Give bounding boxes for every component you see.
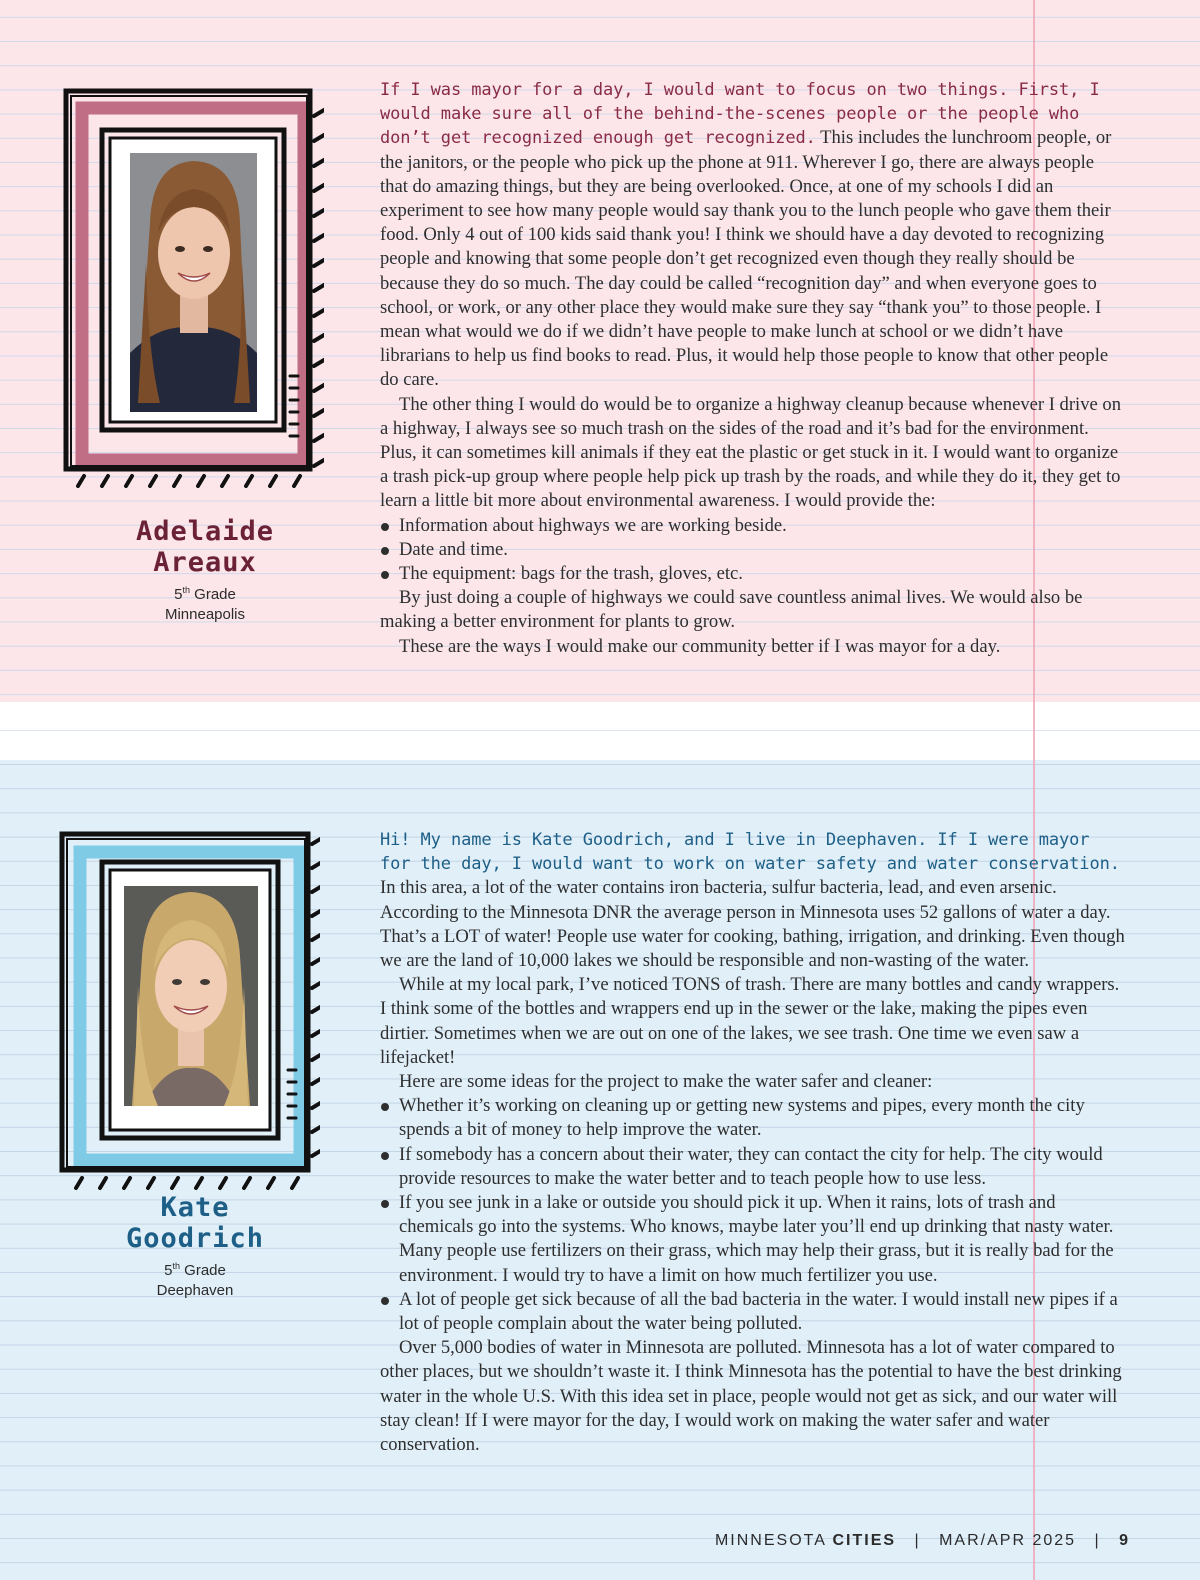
student-last-name: Goodrich [125, 1223, 265, 1254]
grade-word: Grade [194, 586, 236, 603]
issue-date: MAR/APR 2025 [939, 1532, 1077, 1549]
essay-paragraph: While at my local park, I’ve noticed TONS of trash. There are many bottles and candy wrappers. I think some of the bottles and wrappers end up in the sewer or the lake, making the pipes even dirtier. Sometimes when we are out on one of the lakes, we see trash. One time we even saw a lifejacket! [380, 974, 1120, 1068]
essay-bullet-list [380, 514, 1125, 587]
student-city: Minneapolis [164, 606, 246, 623]
essay-bullet-list [380, 1094, 1125, 1336]
grade-number: 5 [174, 586, 183, 603]
student-photo-kate [124, 886, 258, 1106]
grade-line [110, 580, 300, 605]
essay-paragraph: Here are some ideas for the project to make the water safer and cleaner: [399, 1071, 933, 1093]
student-city: Deephaven [156, 1282, 234, 1299]
essay-paragraph [380, 78, 1125, 393]
grade-suffix: th [172, 1261, 180, 1271]
essay-paragraph [380, 828, 1125, 973]
footer-separator: | [1094, 1532, 1101, 1549]
divider [0, 730, 1200, 731]
list-item: The equipment: bags for the trash, gloves, etc. [380, 562, 1125, 586]
student-meta [100, 1256, 290, 1301]
student-first-name: Kate [160, 1192, 230, 1223]
list-item: If somebody has a concern about their water, they can contact the city for help. The city would provide resources to make the water better and to teach people how to use less. [380, 1143, 1125, 1191]
student-name [110, 516, 300, 578]
list-item: If you see junk in a lake or outside you should pick it up. When it rains, lots of trash and chemicals go into the systems. Who knows, maybe later you’ll end up drinking that nasty water. Many people use fertilizers on their grass, which may help their grass, but it is really bad for the environment. I would try to have a limit on how much fertilizer you use. [380, 1191, 1125, 1288]
list-item: Whether it’s working on cleaning up or getting new systems and pipes, every month the city spends a bit of money to help improve the water. [380, 1094, 1125, 1142]
magazine-name-bold: CITIES [832, 1532, 897, 1549]
magazine-name: MINNESOTA [714, 1532, 827, 1549]
essay-adelaide [380, 78, 1125, 659]
grade-number: 5 [164, 1262, 173, 1279]
grade-line [100, 1256, 290, 1281]
essay-paragraph: By just doing a couple of highways we could save countless animal lives. We would also be making a better environment for plants to grow. [380, 587, 1083, 633]
student-meta [110, 580, 300, 625]
list-item: Information about highways we are working beside. [380, 514, 1125, 538]
essay-paragraph: These are the ways I would make our community better if I was mayor for a day. [399, 635, 1001, 657]
essay-paragraph: The other thing I would do would be to organize a highway cleanup because whenever I drive on a highway, I always see so much trash on the sides of the road and it’s bad for the environment. Plus, it can sometimes kill animals if they eat the plastic or get stuck in it. I would want to organize a trash pick-up group where people help pick up trash by the roads, and while they do it, they get to learn a little bit more about environmental awareness. I would provide the: [380, 393, 1121, 512]
student-last-name: Areaux [153, 547, 257, 578]
essay-lead: If I was mayor for a day, I would want to focus on two things. First, I would make sure all of the behind-the-scenes people or the people who don’t get recognized enough get recognized. [380, 80, 1100, 149]
essay-lead: Hi! My name is Kate Goodrich, and I live in Deephaven. If I were mayor for the day, I would want to work on water safety and water conservation. [380, 830, 1120, 875]
student-photo-adelaide [130, 153, 257, 412]
grade-suffix: th [182, 585, 190, 595]
essay-text: In this area, a lot of the water contains iron bacteria, sulfur bacteria, lead, and even arsenic. According to the Minnesota DNR the average person in Minnesota uses 52 gallons of water a day. That’s a LOT of water! People use water for cooking, bathing, irrigation, and drinking. Even though we are the land of 10,000 lakes we should be responsible and non-wasting of the water. [380, 877, 1125, 972]
essay-paragraph: Over 5,000 bodies of water in Minnesota are polluted. Minnesota has a lot of water compared to other places, but we shouldn’t waste it. I think Minnesota has the potential to have the best drinking water in the whole U.S. With this idea set in place, people would not get as sick, and our water will stay clean! If I were mayor for the day, I would work on making the water safer and water conservation. [380, 1337, 1122, 1456]
essay-text: This includes the lunchroom people, or the janitors, or the people who pick up the phone at 911. Wherever I go, there are always people that do amazing things, but they are being overlooked. Once, at one of my schools I did an experiment to see how many people would say thank you to the lunch people who gave them their food. Only 4 out of 100 kids said thank you! I think we should have a day devoted to recognizing people and knowing that some people don’t get recognized even though they really should be because they do so much. The day could be called “recognition day” and when everyone goes to school, or work, or any other place they would make sure they say “thank you” to those people. I mean what would we do if we didn’t have people to make lunch at school or we didn’t have librarians to help us find books to read. Plus, it would help those people to know that other people do care. [380, 127, 1112, 391]
list-item: A lot of people get sick because of all the bad bacteria in the water. I would install new pipes if a lot of people complain about the water being polluted. [380, 1288, 1125, 1336]
essay-kate [380, 828, 1125, 1457]
student-name [100, 1192, 290, 1254]
page-number: 9 [1119, 1532, 1128, 1549]
footer-separator: | [914, 1532, 921, 1549]
list-item: Date and time. [380, 538, 1125, 562]
page-footer [0, 1532, 1128, 1550]
student-first-name: Adelaide [135, 516, 275, 547]
grade-word: Grade [184, 1262, 226, 1279]
